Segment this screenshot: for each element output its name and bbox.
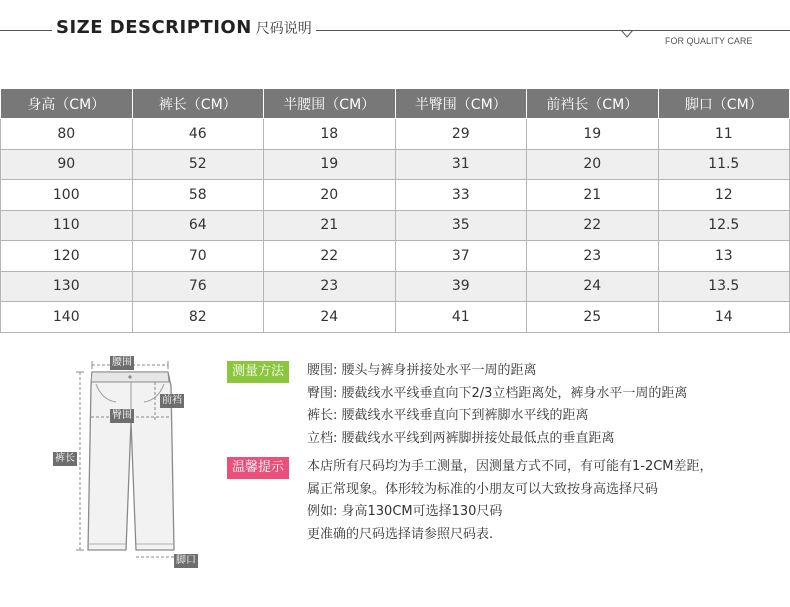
measure-line: 裤长: 腰截线水平线垂直向下到裤脚水平线的距离	[307, 408, 589, 423]
measure-line: 腰围: 腰头与裤身拼接处水平一周的距离	[307, 363, 537, 378]
tips-line: 属正常现象。体形较为标准的小朋友可以大致按身高选择尺码	[307, 481, 659, 497]
column-header: 裤长（CM）	[132, 89, 264, 119]
table-cell: 11	[658, 119, 790, 150]
table-row	[1, 210, 790, 241]
label-waist: 腰围	[112, 357, 132, 368]
table-cell: 23	[264, 271, 396, 302]
table-header-row	[1, 89, 790, 119]
measure-line: 立档: 腰截线水平线到两裤脚拼接处最低点的垂直距离	[307, 430, 615, 446]
table-cell: 14	[658, 302, 790, 333]
table-cell: 130	[1, 271, 133, 302]
table-row	[1, 302, 790, 333]
table-cell: 80	[1, 119, 133, 150]
table-cell: 58	[132, 180, 264, 211]
table-cell: 24	[264, 302, 396, 333]
table-cell: 120	[1, 241, 133, 272]
label-hip: 臀围	[112, 410, 132, 421]
table-cell: 19	[264, 149, 396, 180]
table-row	[1, 241, 790, 272]
table-cell: 18	[264, 119, 396, 150]
table-cell: 90	[1, 149, 133, 180]
tips-line: 例如: 身高130CM可选择130尺码	[307, 504, 503, 519]
table-cell: 140	[1, 302, 133, 333]
table-cell: 12.5	[658, 210, 790, 241]
table-cell: 31	[395, 149, 527, 180]
table-cell: 41	[395, 302, 527, 333]
tips-notes	[307, 456, 713, 546]
table-row	[1, 149, 790, 180]
table-row	[1, 119, 790, 150]
label-rise: 前裆	[162, 395, 182, 406]
table-cell: 11.5	[658, 149, 790, 180]
measure-badge: 测量方法	[227, 361, 289, 383]
header-rule-right	[633, 30, 790, 31]
table-cell: 37	[395, 241, 527, 272]
label-hem: 脚口	[176, 555, 196, 566]
table-cell: 22	[264, 241, 396, 272]
title-cn: 尺码说明	[255, 21, 312, 37]
table-cell: 23	[527, 241, 659, 272]
table-cell: 19	[527, 119, 659, 150]
table-cell: 70	[132, 241, 264, 272]
table-cell: 13	[658, 241, 790, 272]
title-en: SIZE DESCRIPTION	[56, 17, 252, 38]
size-table	[0, 88, 790, 333]
table-cell: 64	[132, 210, 264, 241]
table-cell: 24	[527, 271, 659, 302]
table-cell: 12	[658, 180, 790, 211]
column-header: 半腰围（CM）	[264, 89, 396, 119]
column-header: 身高（CM）	[1, 89, 133, 119]
table-cell: 52	[132, 149, 264, 180]
table-row	[1, 271, 790, 302]
measure-notes	[307, 360, 687, 450]
table-cell: 20	[527, 149, 659, 180]
column-header: 前裆长（CM）	[527, 89, 659, 119]
label-length: 裤长	[55, 453, 75, 464]
page-title	[52, 17, 316, 38]
table-cell: 25	[527, 302, 659, 333]
table-cell: 100	[1, 180, 133, 211]
page-subtitle: FOR QUALITY CARE	[665, 36, 753, 46]
table-cell: 22	[527, 210, 659, 241]
header-notch	[621, 30, 633, 40]
table-cell: 110	[1, 210, 133, 241]
table-cell: 21	[264, 210, 396, 241]
table-cell: 82	[132, 302, 264, 333]
pants-diagram	[50, 350, 210, 575]
measure-line: 臀围: 腰截线水平线垂直向下2/3立档距离处，裤身水平一周的距离	[307, 385, 688, 401]
table-cell: 29	[395, 119, 527, 150]
table-row	[1, 180, 790, 211]
tips-line: 本店所有尺码均为手工测量，因测量方式不同，有可能有1-2CM差距，	[307, 459, 713, 474]
table-cell: 35	[395, 210, 527, 241]
table-cell: 33	[395, 180, 527, 211]
tips-line: 更准确的尺码选择请参照尺码表.	[307, 526, 494, 542]
table-cell: 20	[264, 180, 396, 211]
tips-badge: 温馨提示	[227, 457, 289, 479]
table-cell: 46	[132, 119, 264, 150]
table-cell: 39	[395, 271, 527, 302]
column-header: 脚口（CM）	[658, 89, 790, 119]
table-cell: 21	[527, 180, 659, 211]
table-cell: 13.5	[658, 271, 790, 302]
table-cell: 76	[132, 271, 264, 302]
column-header: 半臀围（CM）	[395, 89, 527, 119]
